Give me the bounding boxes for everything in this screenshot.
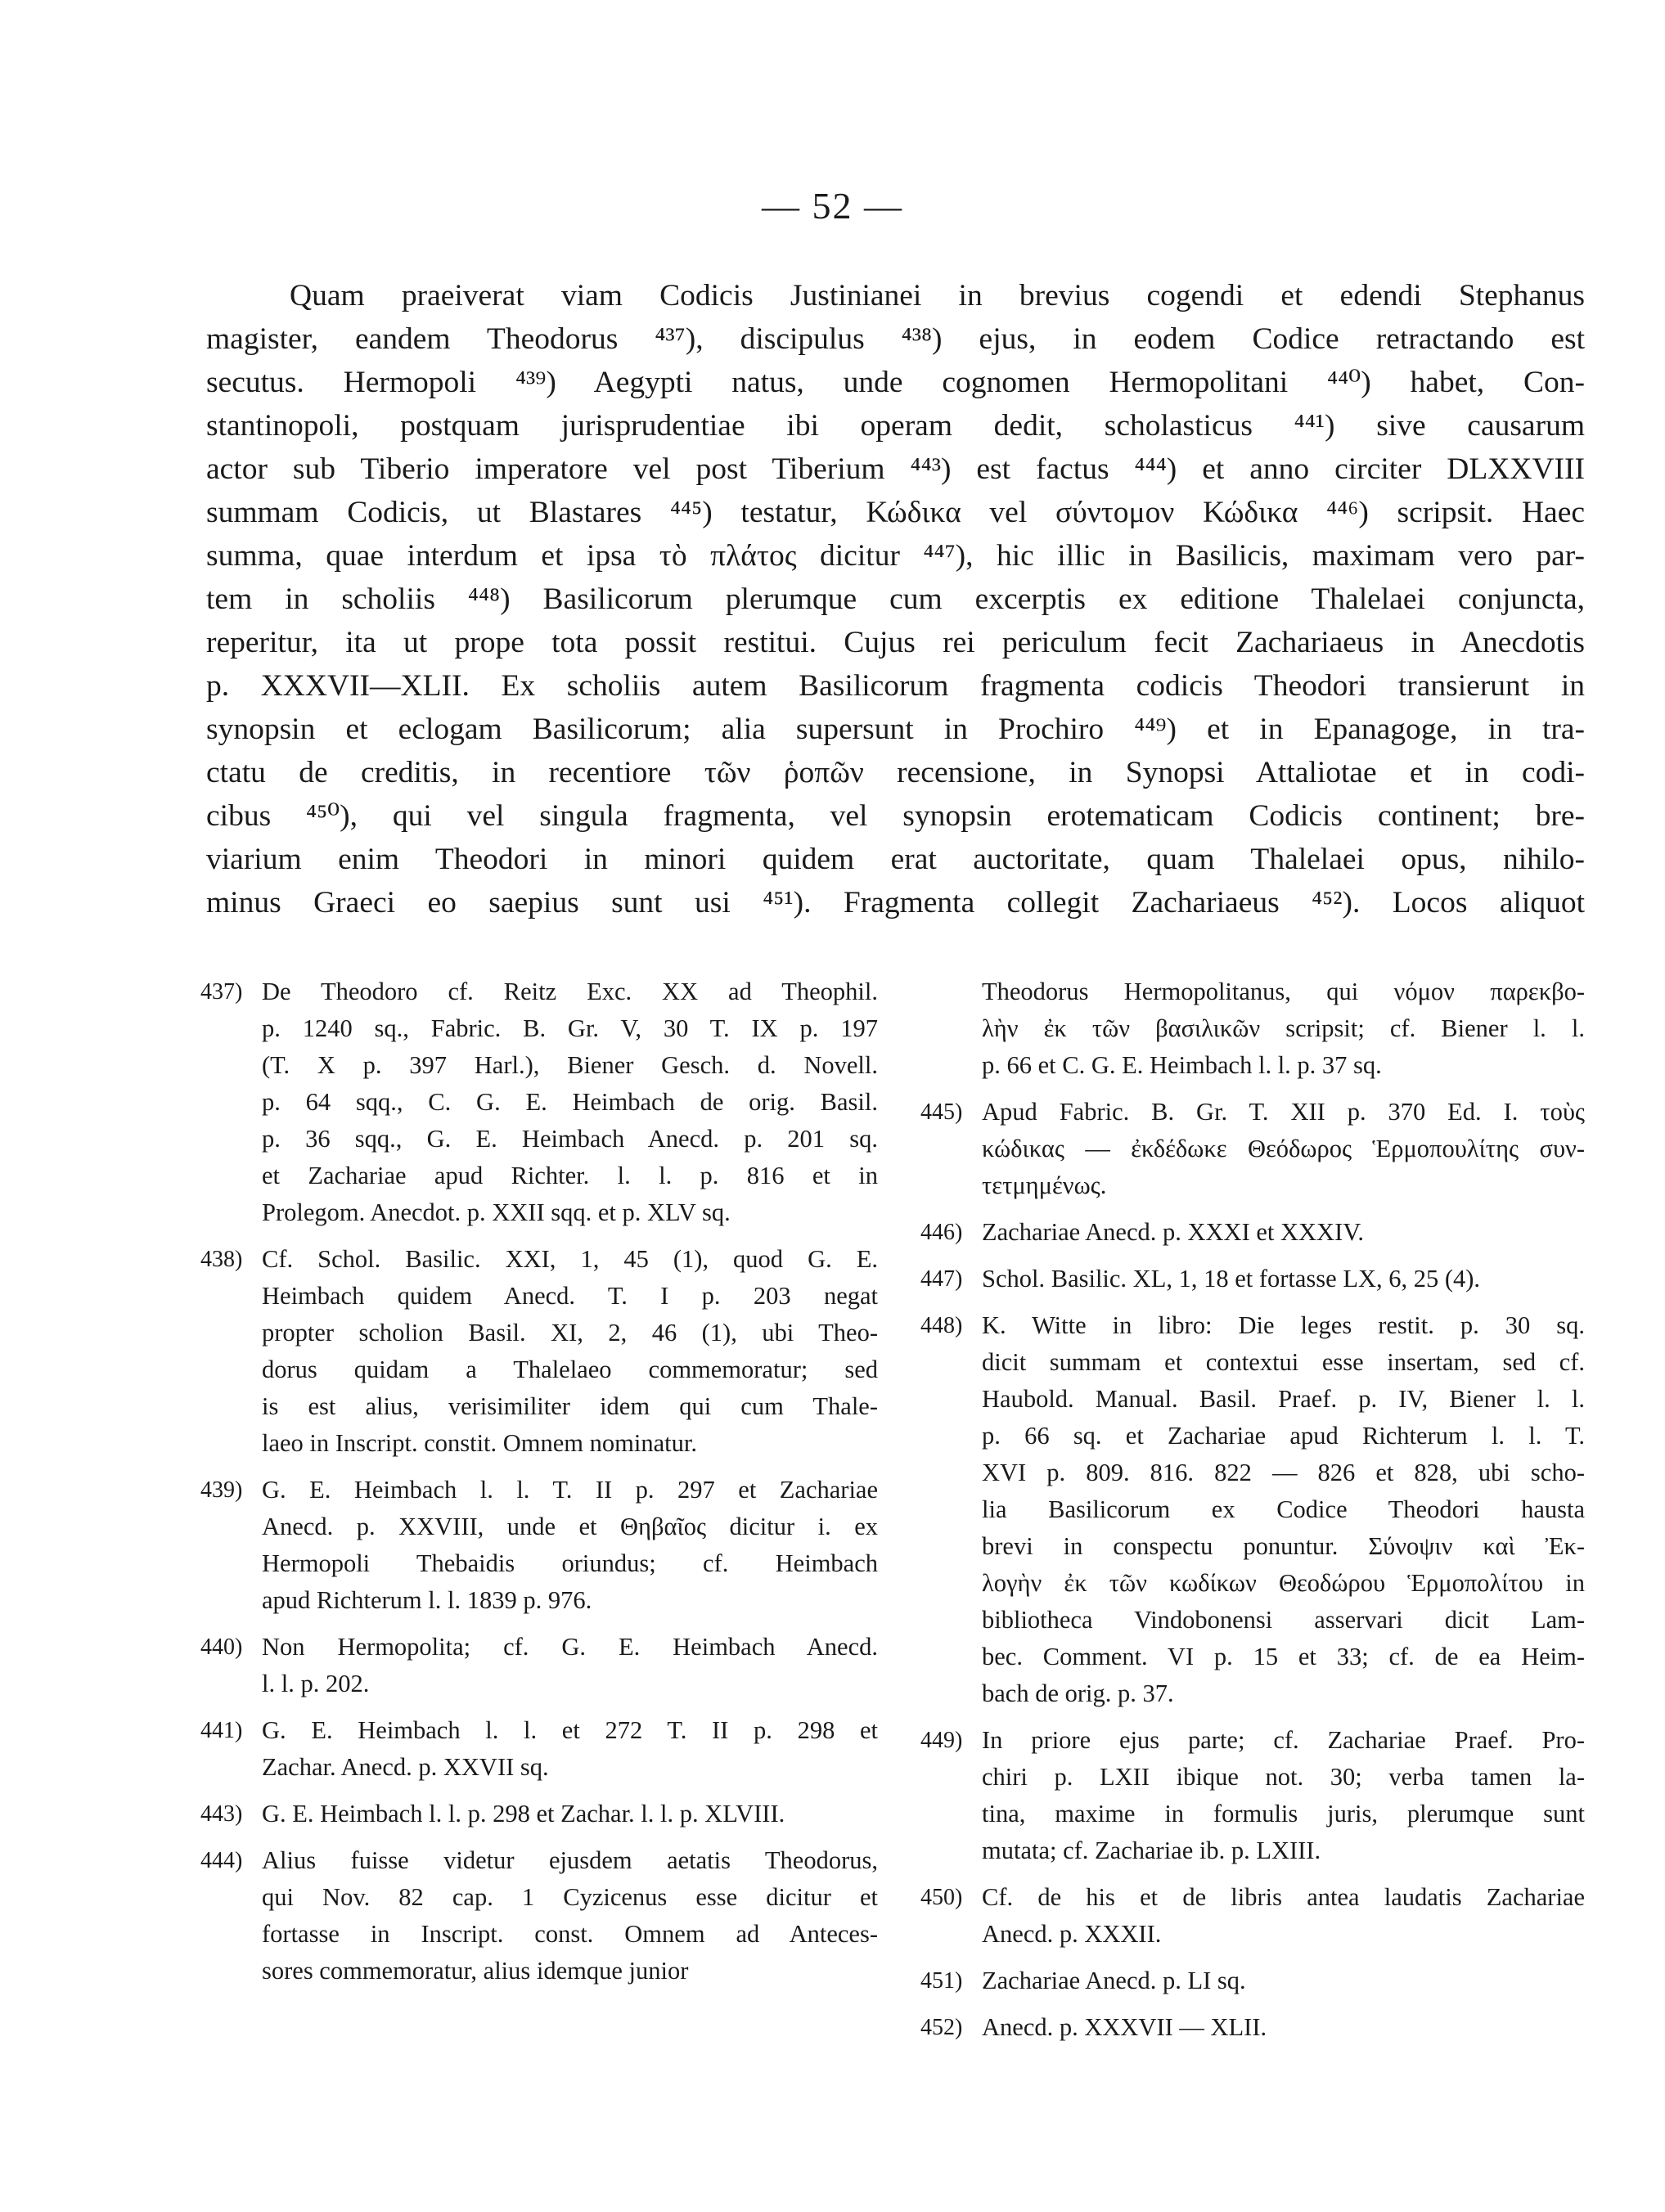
main-text-line: ctatu de creditis, in recentiore τῶν ῥοπῶν recensione, in Synopsi Attaliotae et in codi- [206,756,1585,789]
footnote-line: In priore ejus parte; cf. Zachariae Praef. Pro- [982,1726,1585,1754]
footnote-line: bibliotheca Vindobonensi asservari dicit Lam- [982,1606,1585,1634]
main-text-line: viarium enim Theodori in minori quidem erat auctoritate, quam Thalelaei opus, nihilo- [206,843,1585,876]
footnote-line: K. Witte in libro: Die leges restit. p. 30 sq. [982,1311,1585,1339]
footnote-line: qui Nov. 82 cap. 1 Cyzicenus esse dicitur et [262,1883,878,1911]
footnote-line: lia Basilicorum ex Codice Theodori hausta [982,1495,1585,1523]
footnote-line: dorus quidam a Thalelaeo commemoratur; sed [262,1356,878,1383]
footnote-number: 443) [200,1801,243,1827]
footnote-line: Zachar. Anecd. p. XXVII sq. [262,1753,549,1781]
footnote-line: Alius fuisse videtur ejusdem aetatis Theodorus, [262,1846,878,1874]
footnote-number: 440) [200,1634,243,1660]
footnote-line: bach de orig. p. 37. [982,1679,1174,1707]
footnote-line: Schol. Basilic. XL, 1, 18 et fortasse LX, 6, 25 (4). [982,1265,1481,1293]
footnote [200,1796,878,1832]
footnote-line: Anecd. p. XXXII. [982,1920,1162,1948]
footnote-number: 451) [920,1968,963,1994]
footnote-line: Cf. Schol. Basilic. XXI, 1, 45 (1), quod G. E. [262,1245,878,1273]
main-text-line: Quam praeiverat viam Codicis Justinianei in brevius cogendi et edendi Stephanus [290,279,1585,312]
footnote-line: G. E. Heimbach l. l. et 272 T. II p. 298 et [262,1716,878,1744]
footnote-line: Theodorus Hermopolitanus, qui νόμον παρεκβο- [982,978,1585,1005]
footnote [920,1879,1585,1953]
footnote-line: p. 66 sq. et Zachariae apud Richterum l. l. T. [982,1422,1585,1450]
footnote-number: 438) [200,1247,243,1272]
footnote-line: κώδικας — ἐκδέδωκε Θεόδωρος Ἑρμοπουλίτης συν- [982,1135,1585,1162]
footnote [920,2009,1585,2046]
footnote-line: dicit summam et contextui esse insertam, sed cf. [982,1348,1585,1376]
main-text [206,274,1585,924]
footnote [200,1241,878,1462]
footnote-line: τετμημένως. [982,1171,1107,1199]
footnote-line: is est alius, verisimiliter idem qui cum Thale- [262,1392,878,1420]
footnote-line: laeo in Inscript. constit. Omnem nominatur. [262,1429,697,1457]
footnote-line: bec. Comment. VI p. 15 et 33; cf. de ea Heim- [982,1643,1585,1670]
main-text-line: actor sub Tiberio imperatore vel post Tiberium ⁴⁴³) est factus ⁴⁴⁴) et anno circiter DLXXVIII [206,452,1585,486]
footnote-line: brevi in conspectu ponuntur. Σύνοψιν καὶ Ἐκ- [982,1532,1585,1560]
footnote-number: 452) [920,2015,963,2040]
footnote [920,1094,1585,1204]
footnote-line: p. 36 sqq., G. E. Heimbach Anecd. p. 201 sq. [262,1125,878,1153]
footnote-line: Non Hermopolita; cf. G. E. Heimbach Anecd. [262,1633,878,1661]
footnote-number: 447) [920,1266,963,1292]
footnote-number: 448) [920,1313,963,1338]
page-number: — 52 — [762,185,903,227]
footnote-line: mutata; cf. Zachariae ib. p. LXIII. [982,1837,1321,1864]
footnote [200,973,878,1231]
main-text-line: secutus. Hermopoli ⁴³⁹) Aegypti natus, unde cognomen Hermopolitani ⁴⁴⁰) habet, Con- [206,366,1585,399]
footnote [920,1722,1585,1869]
footnote-line: Prolegom. Anecdot. p. XXII sqq. et p. XLV sq. [262,1198,731,1226]
footnote-line: Anecd. p. XXXVII — XLII. [982,2013,1267,2041]
footnote [920,1307,1585,1712]
footnote-line: G. E. Heimbach l. l. T. II p. 297 et Zachariae [262,1476,878,1504]
footnotes-left-column [200,973,878,1999]
footnote-line: p. 1240 sq., Fabric. B. Gr. V, 30 T. IX p. 197 [262,1014,878,1042]
main-text-line: synopsin et eclogam Basilicorum; alia supersunt in Prochiro ⁴⁴⁹) et in Epanagoge, in tra- [206,713,1585,746]
footnote-line: De Theodoro cf. Reitz Exc. XX ad Theophil. [262,978,878,1005]
footnote [200,1842,878,1989]
main-text-line: minus Graeci eo saepius sunt usi ⁴⁵¹). Fragmenta collegit Zachariaeus ⁴⁵²). Locos aliquot [206,886,1585,919]
footnote-line: l. l. p. 202. [262,1670,370,1697]
footnote [200,1712,878,1786]
footnote-line: λογὴν ἐκ τῶν κωδίκων Θεοδώρου Ἑρμοπολίτου in [982,1569,1585,1597]
main-text-line: stantinopoli, postquam jurisprudentiae ibi operam dedit, scholasticus ⁴⁴¹) sive causarum [206,409,1585,443]
footnotes-right-column [920,973,1585,2056]
footnote-line: Zachariae Anecd. p. LI sq. [982,1967,1246,1994]
footnote-line: p. 64 sqq., C. G. E. Heimbach de orig. Basil. [262,1088,878,1116]
footnote-line: apud Richterum l. l. 1839 p. 976. [262,1586,592,1614]
footnote-continuation [920,973,1585,1084]
footnote-line: Zachariae Anecd. p. XXXI et XXXIV. [982,1218,1364,1246]
footnote-number: 439) [200,1477,243,1503]
main-text-line: cibus ⁴⁵⁰), qui vel singula fragmenta, vel synopsin erotematicam Codicis continent; bre- [206,799,1585,833]
footnote-line: G. E. Heimbach l. l. p. 298 et Zachar. l. l. p. XLVIII. [262,1800,785,1828]
main-text-line: magister, eandem Theodorus ⁴³⁷), discipulus ⁴³⁸) ejus, in eodem Codice retractando est [206,322,1585,356]
footnote-line: chiri p. LXII ibique not. 30; verba tamen la- [982,1763,1585,1791]
footnote-line: propter scholion Basil. XI, 2, 46 (1), ubi Theo- [262,1319,878,1347]
footnote-line: Apud Fabric. B. Gr. T. XII p. 370 Ed. I. τοὺς [982,1098,1585,1126]
footnote-number: 437) [200,979,243,1005]
footnote-line: et Zachariae apud Richter. l. l. p. 816 et in [262,1162,878,1189]
footnote-line: XVI p. 809. 816. 822 — 826 et 828, ubi scho- [982,1459,1585,1486]
main-text-line: summa, quae interdum et ipsa τὸ πλάτος dicitur ⁴⁴⁷), hic illic in Basilicis, maximam vero par- [206,539,1585,573]
footnote [200,1629,878,1702]
footnote [920,1261,1585,1297]
footnote [920,1214,1585,1251]
footnote-number: 441) [200,1718,243,1743]
footnote-line: p. 66 et C. G. E. Heimbach l. l. p. 37 sq. [982,1051,1382,1079]
footnote-line: Haubold. Manual. Basil. Praef. p. IV, Biener l. l. [982,1385,1585,1413]
footnote-number: 450) [920,1885,963,1910]
footnote-line: sores commemoratur, alius idemque junior [262,1957,689,1985]
footnote-line: (T. X p. 397 Harl.), Biener Gesch. d. Novell. [262,1051,878,1079]
footnote-number: 449) [920,1728,963,1753]
footnote-line: Heimbach quidem Anecd. T. I p. 203 negat [262,1282,878,1310]
main-text-line: reperitur, ita ut prope tota possit restitui. Cujus rei periculum fecit Zachariaeus in Anecdotis [206,626,1585,659]
footnote-line: λὴν ἐκ τῶν βασιλικῶν scripsit; cf. Biener l. l. [982,1014,1585,1042]
footnote-number: 444) [200,1848,243,1873]
footnote-number: 446) [920,1220,963,1245]
footnote [200,1472,878,1619]
main-text-line: summam Codicis, ut Blastares ⁴⁴⁵) testatur, Κώδικα vel σύντομον Κώδικα ⁴⁴⁶) scripsit. Haec [206,496,1585,529]
footnote-line: fortasse in Inscript. const. Omnem ad Anteces- [262,1920,878,1948]
footnote [920,1962,1585,1999]
footnote-number: 445) [920,1099,963,1125]
footnote-line: Anecd. p. XXVIII, unde et Θηβαῖος dicitur i. ex [262,1513,878,1540]
footnote-line: Hermopoli Thebaidis oriundus; cf. Heimbach [262,1549,878,1577]
footnote-line: Cf. de his et de libris antea laudatis Zachariae [982,1883,1585,1911]
footnote-line: tina, maxime in formulis juris, plerumque sunt [982,1800,1585,1828]
main-text-line: tem in scholiis ⁴⁴⁸) Basilicorum plerumque cum excerptis ex editione Thalelaei conjuncta, [206,582,1585,616]
main-text-line: p. XXXVII—XLII. Ex scholiis autem Basilicorum fragmenta codicis Theodori transierunt in [206,669,1585,703]
